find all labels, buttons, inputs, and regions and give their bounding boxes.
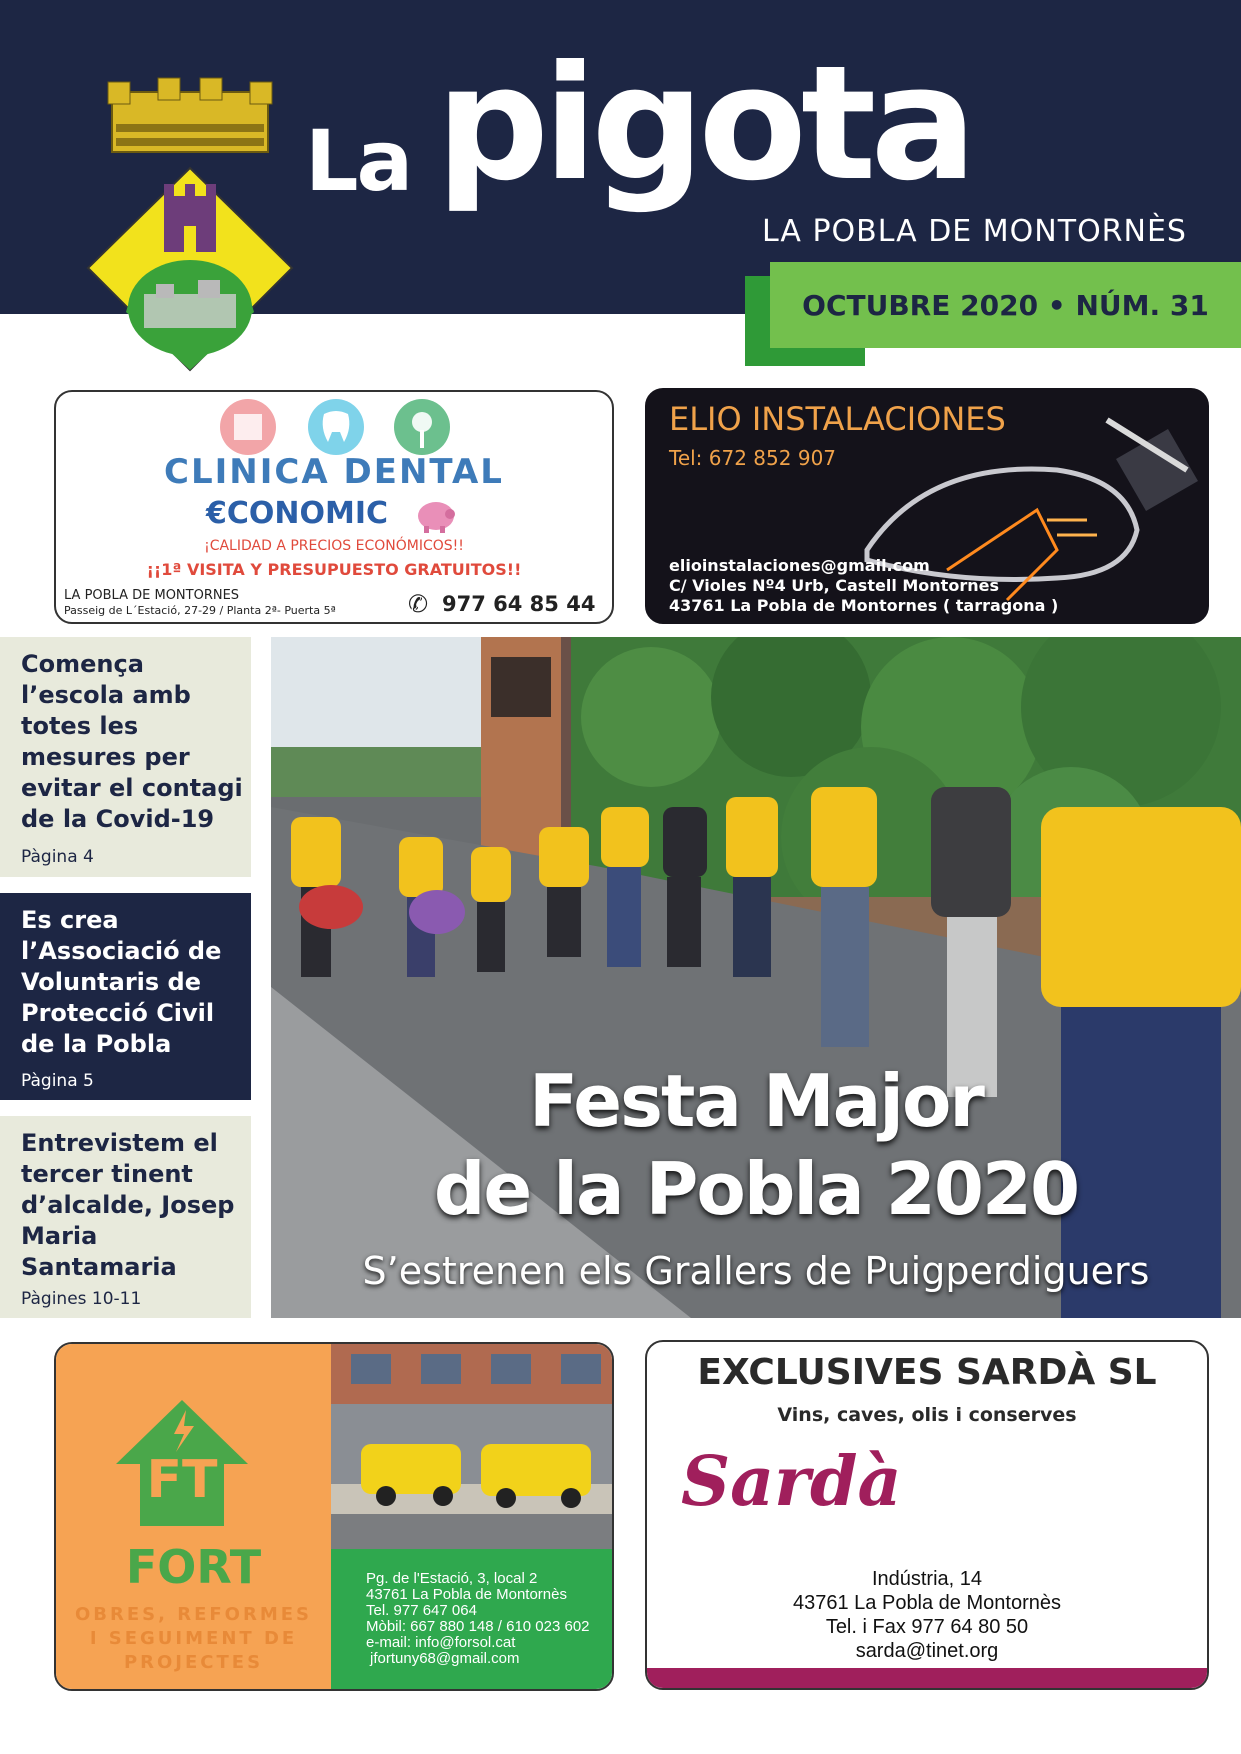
ad-elio-instalaciones [645, 388, 1209, 624]
sidebar-story-headline: Comença l’escola amb totes les mesures per evitar el contagi de la Covid-19 [21, 650, 243, 833]
castle-icon [164, 184, 216, 252]
dental-phone: 977 64 85 44 [442, 592, 596, 616]
fort-logo-text: FT [146, 1450, 218, 1510]
dental-address: Passeig de L´Estació, 27-29 / Planta 2ª- Puerta 5ª [64, 604, 336, 617]
fort-name: FORT [125, 1540, 262, 1594]
dental-line1: CLINICA DENTAL [164, 452, 504, 492]
sarda-bottom-bar [647, 1668, 1207, 1688]
issue-banner [770, 262, 1241, 348]
sidebar-story-2[interactable] [0, 893, 251, 1100]
phone-icon: ✆ [408, 590, 429, 618]
dental-town: LA POBLA DE MONTORNES [64, 588, 240, 603]
dental-icons [216, 396, 456, 458]
cover-headline-line1: Festa Major [529, 1059, 983, 1143]
shop-photo [331, 1344, 612, 1549]
sarda-email: sarda@tinet.org [855, 1640, 999, 1662]
masthead-subtitle: LA POBLA DE MONTORNÈS [762, 214, 1187, 249]
fort-line1: Pg. de l'Estació, 3, local 2 [366, 1570, 538, 1587]
sidebar-story-1[interactable] [0, 637, 251, 877]
elio-address1: C/ Violes Nº4 Urb, Castell Montornes [669, 576, 999, 595]
sidebar-story-page: Pàgina 4 [21, 847, 94, 867]
sarda-phone: Tel. i Fax 977 64 80 50 [825, 1616, 1029, 1638]
fort-line3: Tel. 977 647 064 [366, 1602, 477, 1619]
masthead-title-small: La [305, 112, 412, 210]
fort-tagline3: PROJECTES [123, 1652, 264, 1673]
ad-fort [54, 1342, 614, 1691]
dental-offer: ¡¡1ª VISITA Y PRESUPUESTO GRATUITOS!! [146, 560, 522, 579]
fort-tagline2: I SEGUIMENT DE [89, 1628, 298, 1649]
sidebar-story-headline: Es crea l’Associació de Voluntaris de Protecció Civil de la Pobla [21, 906, 222, 1058]
sidebar-story-headline: Entrevistem el tercer tinent d’alcalde, Josep Maria Santamaria [21, 1129, 235, 1281]
masthead-title: pigota [436, 32, 972, 216]
dental-line2: €CONOMIC [206, 496, 389, 531]
sarda-tagline: Vins, caves, olis i conserves [777, 1404, 1077, 1426]
cover-photo [271, 637, 1241, 1318]
sidebar-story-3[interactable] [0, 1116, 251, 1318]
dental-tagline: ¡CALIDAD A PRECIOS ECONÓMICOS!! [204, 538, 464, 554]
elio-address2: 43761 La Pobla de Montornes ( tarragona ) [669, 596, 1059, 615]
piggy-bank-icon [414, 496, 458, 534]
elio-email: elioinstalaciones@gmail.com [669, 556, 930, 575]
fort-line5: e-mail: info@forsol.cat [366, 1634, 516, 1651]
fort-line6: jfortuny68@gmail.com [370, 1650, 520, 1667]
elio-name: ELIO INSTALACIONES [669, 400, 1006, 438]
fort-line2: 43761 La Pobla de Montornès [366, 1586, 567, 1603]
sarda-address1: Indústria, 14 [871, 1568, 983, 1590]
sarda-address2: 43761 La Pobla de Montornès [793, 1592, 1061, 1614]
coat-of-arms-logo [86, 76, 294, 372]
cover-headline-line2: de la Pobla 2020 [433, 1147, 1079, 1231]
fort-tagline1: OBRES, REFORMES [74, 1604, 313, 1625]
crown-icon [108, 78, 272, 152]
fort-line4: Mòbil: 667 880 148 / 610 023 602 [366, 1618, 590, 1635]
ad-exclusives-sarda [645, 1340, 1209, 1690]
sarda-logo: Sardà [681, 1442, 902, 1522]
sidebar-story-page: Pàgina 5 [21, 1071, 94, 1091]
sidebar-story-page: Pàgines 10-11 [21, 1289, 142, 1309]
ad-clinica-dental [54, 390, 614, 624]
cover-headline [271, 1057, 1241, 1233]
cover-subheadline: S’estrenen els Grallers de Puigperdiguers [362, 1249, 1150, 1293]
issue-label: OCTUBRE 2020 • NÚM. 31 [802, 288, 1209, 322]
sarda-name: EXCLUSIVES SARDÀ SL [697, 1352, 1157, 1393]
elio-tel: Tel: 672 852 907 [669, 446, 837, 470]
